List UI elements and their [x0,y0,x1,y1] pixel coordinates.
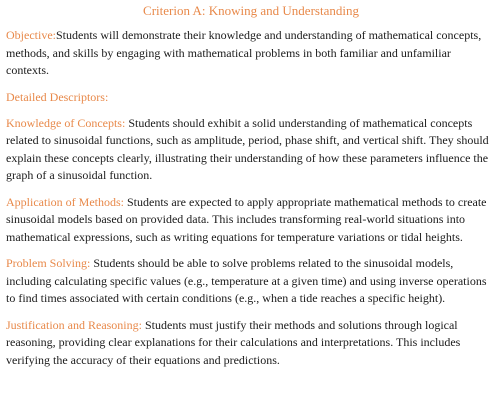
descriptor-problem-solving [6,255,496,308]
objective-text: Students will demonstrate their knowledge and understanding of mathematical concepts, methods, and skills by engaging with mathematical problems in both familiar and unfamiliar contexts. [6,28,482,77]
objective-label: Objective: [6,28,56,42]
descriptor-label: Knowledge of Concepts: [6,115,126,130]
descriptor-label: Problem Solving: [6,256,91,270]
descriptor-label: Application of Methods: [6,194,124,209]
descriptor-text: Students should exhibit a solid understanding of mathematical concepts related to sinusoidal functions, such as amplitude, period, phase shift, and vertical shift. They should explain these concepts clearly, illustrating their understanding of how these parameters influence the graph of a sinusoidal function. [6,115,489,182]
descriptor-text: Students must justify their methods and solutions through logical reasoning, providing clear explanations for their calculations and interpretations. This includes verifying the accuracy of their equations and predictions. [6,317,461,367]
descriptor-text: Students should be able to solve problems related to the sinusoidal models, including calculating specific values (e.g., temperature at a given time) and using inverse operations to find times associated with certain conditions (e.g., when a tide reaches a specific height). [6,256,487,305]
objective-paragraph [6,27,496,80]
page-title: Criterion A: Knowing and Understanding [143,3,359,18]
descriptor-knowledge-of-concepts [6,115,496,185]
descriptor-text: Students are expected to apply appropriate mathematical methods to create sinusoidal models based on provided data. This includes transforming real-world situations into mathematical expressions, such as writing equations for temperature variations or tidal heights. [6,194,487,244]
descriptor-application-of-methods [6,194,496,247]
descriptor-label: Justification and Reasoning: [6,317,142,332]
descriptor-justification-and-reasoning [6,317,496,370]
detailed-descriptors-heading: Detailed Descriptors: [6,89,109,104]
